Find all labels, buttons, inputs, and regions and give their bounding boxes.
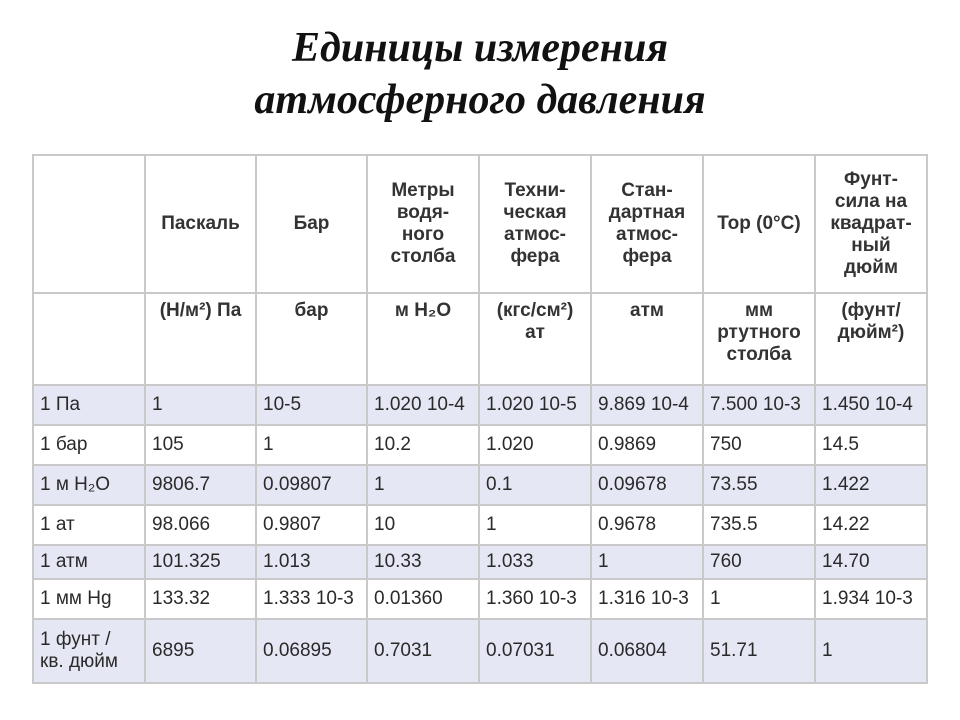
table-row xyxy=(33,545,927,579)
row-label: 1 Па xyxy=(33,385,145,425)
table-cell: 0.09678 xyxy=(591,465,703,505)
table-cell: 1 xyxy=(367,465,479,505)
row-label: 1 ат xyxy=(33,505,145,545)
table-cell: 1 xyxy=(703,579,815,619)
table-cell: 9806.7 xyxy=(145,465,256,505)
table-cell: 73.55 xyxy=(703,465,815,505)
unit-water-meters: м H₂O xyxy=(367,293,479,385)
col-header-water-meters: Метры водя- ного столба xyxy=(367,155,479,293)
table-row xyxy=(33,579,927,619)
table-cell: 9.869 10-4 xyxy=(591,385,703,425)
corner-cell-2 xyxy=(33,293,145,385)
table-cell: 1.934 10-3 xyxy=(815,579,927,619)
col-header-std-atm: Стан- дартная атмос- фера xyxy=(591,155,703,293)
col-header-psi: Фунт- сила на квадрат- ный дюйм xyxy=(815,155,927,293)
unit-tech-atm: (кгс/см²) ат xyxy=(479,293,591,385)
table-cell: 105 xyxy=(145,425,256,465)
table-body xyxy=(33,385,927,683)
table-cell: 98.066 xyxy=(145,505,256,545)
unit-bar: бар xyxy=(256,293,367,385)
table-cell: 7.500 10-3 xyxy=(703,385,815,425)
table-row xyxy=(33,619,927,683)
unit-std-atm: атм xyxy=(591,293,703,385)
table-cell: 1 xyxy=(815,619,927,683)
table-cell: 1 xyxy=(145,385,256,425)
table-cell: 735.5 xyxy=(703,505,815,545)
header-row-names xyxy=(33,155,927,293)
table-cell: 0.06895 xyxy=(256,619,367,683)
col-header-bar: Бар xyxy=(256,155,367,293)
col-header-tech-atm: Техни- ческая атмос- фера xyxy=(479,155,591,293)
table-cell: 0.1 xyxy=(479,465,591,505)
row-label: 1 м H₂O xyxy=(33,465,145,505)
table-cell: 1.316 10-3 xyxy=(591,579,703,619)
table-cell: 6895 xyxy=(145,619,256,683)
table-cell: 0.7031 xyxy=(367,619,479,683)
page-title xyxy=(0,22,960,126)
table-cell: 1.450 10-4 xyxy=(815,385,927,425)
table-row xyxy=(33,425,927,465)
table-row xyxy=(33,505,927,545)
row-label: 1 атм xyxy=(33,545,145,579)
table-cell: 1.020 xyxy=(479,425,591,465)
table-cell: 14.5 xyxy=(815,425,927,465)
table-cell: 1.033 xyxy=(479,545,591,579)
table-cell: 0.9678 xyxy=(591,505,703,545)
table-cell: 10.33 xyxy=(367,545,479,579)
row-label: 1 фунт / кв. дюйм xyxy=(33,619,145,683)
table-row xyxy=(33,385,927,425)
pressure-units-table xyxy=(32,154,928,684)
table-cell: 10.2 xyxy=(367,425,479,465)
table-cell: 10-5 xyxy=(256,385,367,425)
table-cell: 0.06804 xyxy=(591,619,703,683)
table-cell: 1.013 xyxy=(256,545,367,579)
table-cell: 133.32 xyxy=(145,579,256,619)
table-cell: 0.9869 xyxy=(591,425,703,465)
unit-pascal: (Н/м²) Па xyxy=(145,293,256,385)
table-cell: 1 xyxy=(256,425,367,465)
table-cell: 51.71 xyxy=(703,619,815,683)
col-header-torr: Тор (0°С) xyxy=(703,155,815,293)
table-cell: 1.020 10-4 xyxy=(367,385,479,425)
table-cell: 1.422 xyxy=(815,465,927,505)
table-cell: 101.325 xyxy=(145,545,256,579)
table-cell: 1.333 10-3 xyxy=(256,579,367,619)
unit-psi: (фунт/ дюйм²) xyxy=(815,293,927,385)
row-label: 1 бар xyxy=(33,425,145,465)
table-cell: 1 xyxy=(591,545,703,579)
table-cell: 14.22 xyxy=(815,505,927,545)
table-cell: 1.020 10-5 xyxy=(479,385,591,425)
title-line-2: атмосферного давления xyxy=(254,77,706,123)
header-row-units xyxy=(33,293,927,385)
corner-cell xyxy=(33,155,145,293)
table-cell: 14.70 xyxy=(815,545,927,579)
title-line-1: Единицы измерения xyxy=(292,25,668,71)
row-label: 1 мм Hg xyxy=(33,579,145,619)
col-header-pascal: Паскаль xyxy=(145,155,256,293)
table-row xyxy=(33,465,927,505)
table-cell: 1 xyxy=(479,505,591,545)
table-cell: 0.07031 xyxy=(479,619,591,683)
unit-torr: мм ртутного столба xyxy=(703,293,815,385)
table-cell: 0.01360 xyxy=(367,579,479,619)
table-cell: 1.360 10-3 xyxy=(479,579,591,619)
table-cell: 750 xyxy=(703,425,815,465)
table-cell: 0.09807 xyxy=(256,465,367,505)
table-cell: 0.9807 xyxy=(256,505,367,545)
table-cell: 760 xyxy=(703,545,815,579)
table-cell: 10 xyxy=(367,505,479,545)
